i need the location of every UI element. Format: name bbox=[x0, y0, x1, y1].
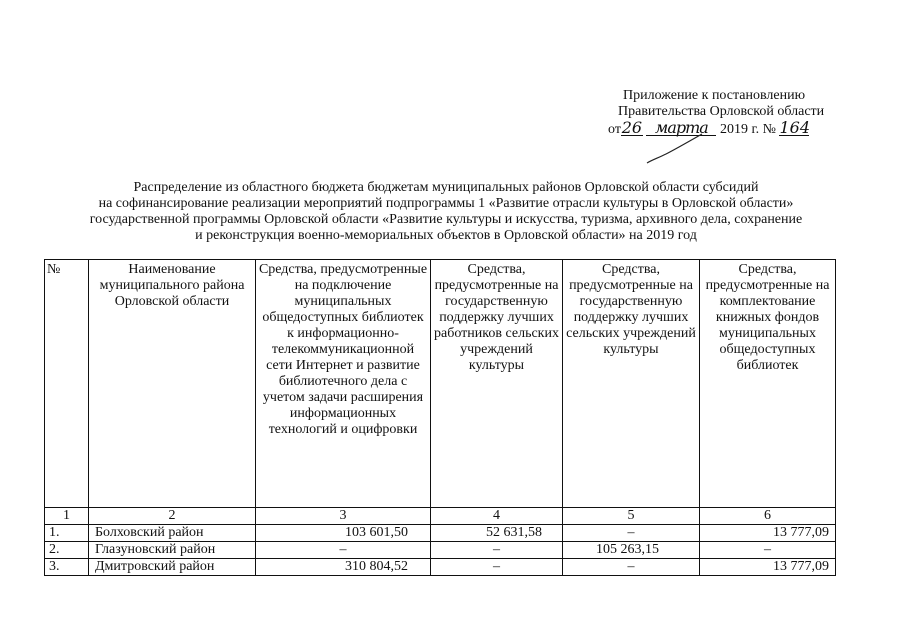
row-number: 3. bbox=[45, 559, 89, 576]
district-name: Глазуновский район bbox=[89, 542, 256, 559]
row-number: 2. bbox=[45, 542, 89, 559]
table-row bbox=[45, 542, 836, 559]
year-text: 2019 г. № bbox=[719, 122, 776, 137]
column-number: 1 bbox=[45, 508, 89, 525]
appendix-block bbox=[608, 88, 824, 138]
column-number: 6 bbox=[700, 508, 836, 525]
amount-book-funds: 13 777,09 bbox=[700, 525, 836, 542]
amount-best-institutions: – bbox=[563, 559, 700, 576]
header-best-institutions: Средства, предусмотренные на государственную поддержку лучших сельских учреждений культуры bbox=[563, 260, 700, 508]
column-number: 5 bbox=[563, 508, 700, 525]
table-header-row bbox=[45, 260, 836, 508]
amount-book-funds: – bbox=[700, 542, 836, 559]
handwritten-day: 26 bbox=[621, 118, 643, 137]
title-line-1: Распределение из областного бюджета бюджетам муниципальных районов Орловской области субсидий bbox=[133, 180, 759, 195]
column-number: 3 bbox=[256, 508, 431, 525]
header-best-workers: Средства, предусмотренные на государственную поддержку лучших работников сельских учреждений культуры bbox=[431, 260, 563, 508]
column-number: 2 bbox=[89, 508, 256, 525]
appendix-date-line bbox=[608, 120, 824, 138]
column-number: 4 bbox=[431, 508, 563, 525]
amount-best-institutions: – bbox=[563, 525, 700, 542]
header-internet-libraries: Средства, предусмотренные на подключение муниципальных общедоступных библиотек к информационно-телекоммуникационной сети Интернет и развитие библиотечного дела с учетом задачи расширения информационных технологий и оцифровки bbox=[256, 260, 431, 508]
title-line-2: на софинансирование реализации мероприятий подпрограммы 1 «Развитие отрасли культуры в Орловской области» bbox=[98, 196, 794, 211]
amount-best-workers: 52 631,58 bbox=[431, 525, 563, 542]
header-book-funds: Средства, предусмотренные на комплектование книжных фондов муниципальных общедоступных библиотек bbox=[700, 260, 836, 508]
signature-stroke-icon bbox=[644, 132, 704, 164]
table-row bbox=[45, 525, 836, 542]
title-line-3: государственной программы Орловской области «Развитие культуры и искусства, туризма, архивного дела, сохранение bbox=[89, 212, 803, 227]
date-prefix: от bbox=[608, 122, 621, 137]
amount-best-workers: – bbox=[431, 559, 563, 576]
amount-book-funds: 13 777,09 bbox=[700, 559, 836, 576]
distribution-table bbox=[44, 259, 836, 576]
appendix-line-2: Правительства Орловской области bbox=[618, 104, 825, 119]
header-district-name: Наименование муниципального района Орловской области bbox=[89, 260, 256, 508]
amount-best-workers: – bbox=[431, 542, 563, 559]
table-row bbox=[45, 559, 836, 576]
column-number-row bbox=[45, 508, 836, 525]
amount-internet-libraries: – bbox=[256, 542, 431, 559]
document-title bbox=[40, 180, 852, 244]
amount-internet-libraries: 310 804,52 bbox=[256, 559, 431, 576]
row-number: 1. bbox=[45, 525, 89, 542]
amount-best-institutions: 105 263,15 bbox=[563, 542, 700, 559]
title-line-4: и реконструкция военно-мемориальных объектов в Орловской области» на 2019 год bbox=[195, 228, 697, 243]
handwritten-month: марта bbox=[646, 120, 716, 136]
handwritten-number: 164 bbox=[779, 118, 811, 137]
amount-internet-libraries: 103 601,50 bbox=[256, 525, 431, 542]
header-number: № bbox=[45, 260, 89, 508]
district-name: Болховский район bbox=[89, 525, 256, 542]
district-name: Дмитровский район bbox=[89, 559, 256, 576]
appendix-line-1: Приложение к постановлению bbox=[623, 88, 806, 103]
